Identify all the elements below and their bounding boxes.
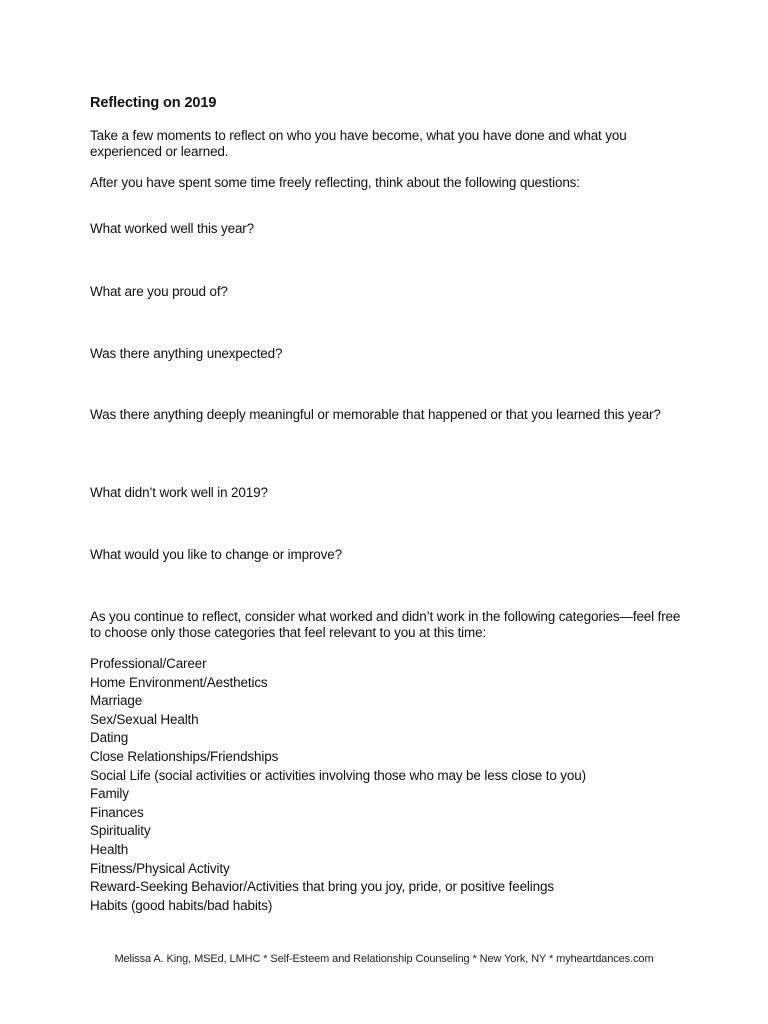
list-item: Dating (90, 730, 129, 746)
question-3: Was there anything unexpected? (90, 346, 283, 361)
list-item: Family (90, 786, 129, 802)
question-1: What worked well this year? (90, 221, 255, 236)
question-6: What would you like to change or improve? (90, 547, 342, 562)
page-title: Reflecting on 2019 (90, 95, 217, 111)
page-footer: Melissa A. King, MSEd, LMHC * Self-Esteem and Relationship Counseling * New York, NY * myheartdances.com (114, 953, 654, 965)
list-item: Reward-Seeking Behavior/Activities that bring you joy, pride, or positive feelings (90, 879, 554, 895)
list-item: Spirituality (90, 823, 151, 839)
list-item: Social Life (social activities or activities involving those who may be less close to you) (90, 767, 586, 783)
list-item: Habits (good habits/bad habits) (90, 897, 273, 913)
question-4: Was there anything deeply meaningful or memorable that happened or that you learned this year? (90, 407, 661, 422)
list-item: Finances (90, 804, 144, 820)
list-item: Health (90, 841, 129, 857)
list-item: Professional/Career (90, 656, 207, 671)
question-2: What are you proud of? (90, 284, 228, 299)
question-5: What didn’t work well in 2019? (90, 485, 268, 500)
list-item: Home Environment/Aesthetics (90, 674, 268, 690)
list-item: Fitness/Physical Activity (90, 860, 230, 876)
list-item: Marriage (90, 693, 143, 709)
intro-paragraph: Take a few moments to reflect on who you have become, what you have done and what you experienced or learned. (90, 128, 627, 159)
instruction-paragraph: After you have spent some time freely reflecting, think about the following questions: (90, 175, 580, 190)
categories-intro-paragraph: As you continue to reflect, consider what worked and didn’t work in the following categories—feel free to choose only those categories that feel relevant to you at this time: (90, 609, 681, 640)
list-item: Sex/Sexual Health (90, 711, 199, 727)
list-item: Close Relationships/Friendships (90, 748, 279, 764)
category-list (90, 655, 710, 915)
